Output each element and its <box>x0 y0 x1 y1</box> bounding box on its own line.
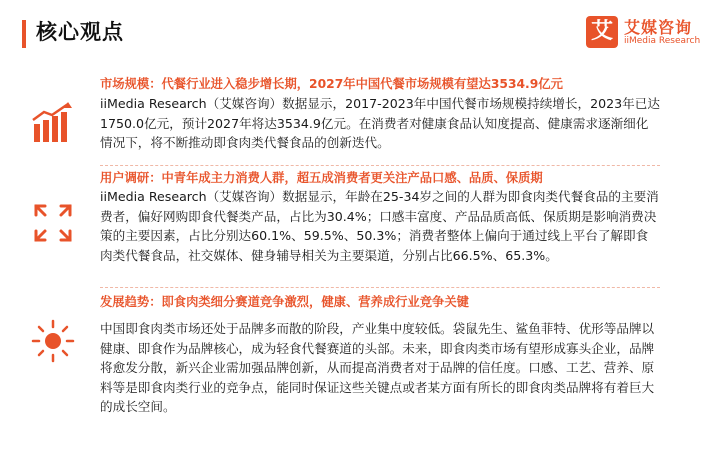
bar-chart-growth-icon <box>30 100 76 146</box>
section-body-user-survey: iiMedia Research（艾媒咨询）数据显示，年龄在25-34岁之间的人群为即食肉类代餐食品的主要消费者，偏好网购即食代餐类产品，占比为30.4%；口感丰富度、产品品质高低、保质期是影响消费决策的主要因素，占比分别达60.1%、59.5%、50.3%；消费者整体上偏向于通过线上平台了解即食肉类代餐食品，社交媒体、健身辅导相关为主要渠道，分别占比66.5%、65.3%。 <box>100 189 659 263</box>
logo-english-name: iiMedia Research <box>624 36 701 46</box>
title-accent-bar <box>22 20 26 48</box>
section-heading-user-survey: 用户调研：中青年成主力消费人群，超五成消费者更关注产品口感、品质、保质期 <box>100 171 543 185</box>
section-body-development-trend: 中国即食肉类市场还处于品牌多而散的阶段，产业集中度较低。袋鼠先生、鲨鱼菲特、优形等品牌以健康、即食作为品牌核心，成为轻食代餐赛道的头部。未来，即食肉类市场有望形成寡头企业，品牌将愈发分散，新兴企业需加强品牌创新，从而提高消费者对于品牌的信任度。口感、工艺、营养、原料等是即食肉类行业的竞争点，能同时保证这些关键点或者某方面有所长的即食肉类品牌将有着巨大的成长空间。 <box>100 321 655 415</box>
section-body-market-size: iiMedia Research（艾媒咨询）数据显示，2017-2023年中国代餐市场规模持续增长，2023年已达1750.0亿元，预计2027年将达3534.9亿元。在消费者对健康食品认知度提高、健康需求逐渐细化情况下，将不断推动即食肉类代餐食品的创新迭代。 <box>100 96 660 151</box>
section-heading-market-size: 市场规模：代餐行业进入稳步增长期，2027年中国代餐市场规模有望达3534.9亿元 <box>100 77 563 91</box>
page-title: 核心观点 <box>36 20 124 44</box>
section-divider <box>100 287 660 288</box>
logo-mark: 艾 <box>586 16 618 48</box>
section-divider <box>100 165 660 166</box>
sun-icon <box>30 318 76 364</box>
section-heading-development-trend: 发展趋势：即食肉类细分赛道竞争激烈，健康、营养成行业竞争关键 <box>100 295 469 309</box>
brand-logo <box>586 16 701 56</box>
expand-arrows-icon <box>30 200 76 246</box>
logo-chinese-name: 艾媒咨询 <box>624 18 693 37</box>
